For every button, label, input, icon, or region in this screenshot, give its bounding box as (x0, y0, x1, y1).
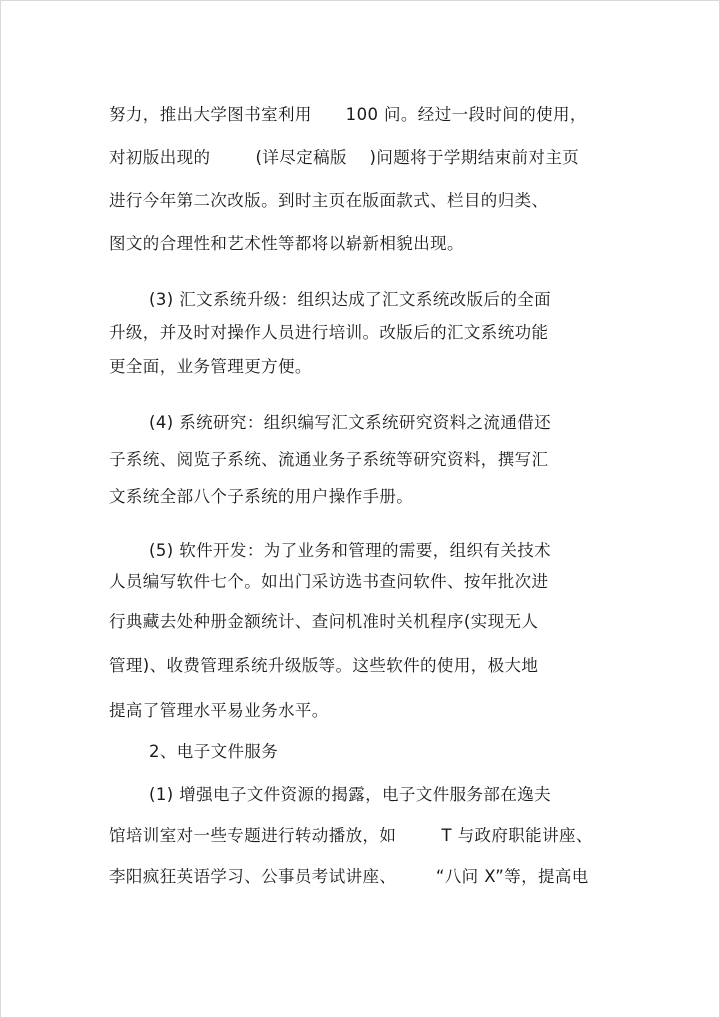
text-line: 馆培训室对一些专题进行转动播放，如 T 与政府职能讲座、 (109, 826, 593, 845)
text-line: 李阳疯狂英语学习、公事员考试讲座、 “八问 X”等，提高电 (109, 867, 589, 886)
text-line: 升级，并及时对操作人员进行培训。改版后的汇文系统功能 (109, 323, 549, 342)
text-line: (5) 软件开发：为了业务和管理的需要，组织有关技术 (149, 541, 552, 560)
text-line: 努力，推出大学图书室利用 100 问。经过一段时间的使用， (109, 105, 587, 124)
text-line: 子系统、阅览子系统、流通业务子系统等研究资料，撰写汇 (109, 450, 549, 469)
text-line: 对初版出现的 (详尽定稿版 )问题将于学期结束前对主页 (109, 148, 580, 167)
text-line: (4) 系统研究：组织编写汇文系统研究资料之流通借还 (149, 413, 552, 432)
text-line: (3) 汇文系统升级：组织达成了汇文系统改版后的全面 (149, 290, 552, 309)
text-line: 行典藏去处种册金额统计、查问机准时关机程序(实现无人 (109, 612, 539, 631)
section-heading: 2、电子文件服务 (149, 742, 279, 761)
text-line: 进行今年第二次改版。到时主页在版面款式、栏目的归类、 (109, 191, 549, 210)
text-line: (1) 增强电子文件资源的揭露，电子文件服务部在逸夫 (149, 785, 552, 804)
text-line: 更全面，业务管理更方便。 (109, 357, 312, 376)
text-line: 管理)、收费管理系统升级版等。这些软件的使用，极大地 (109, 656, 539, 675)
text-line: 文系统全部八个子系统的用户操作手册。 (109, 487, 414, 506)
text-line: 提高了管理水平易业务水平。 (109, 701, 329, 720)
text-line: 人员编写软件七个。如出门采访选书查问软件、按年批次进 (109, 572, 549, 591)
text-line: 图文的合理性和艺术性等都将以崭新相貌出现。 (109, 234, 464, 253)
